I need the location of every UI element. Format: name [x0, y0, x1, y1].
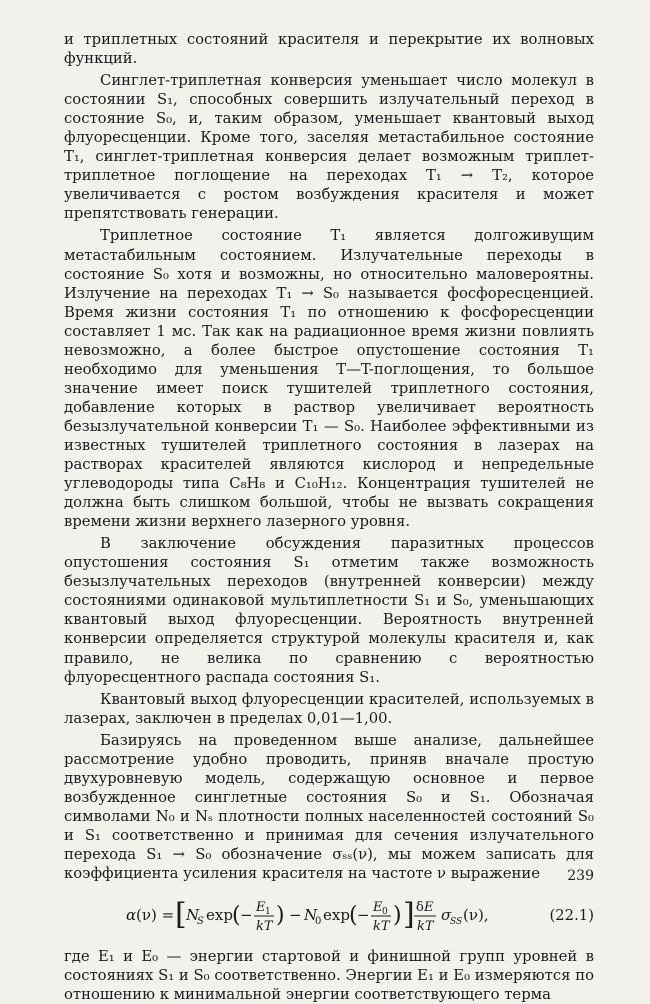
svg-text:−: − — [240, 906, 253, 925]
paragraph-energy-levels: где E₁ и E₀ — энергии стартовой и финишной групп уровней в состояниях S₁ и S₀ соответственно. Энергии E₁ и E₀ измеряются по отношению к минимальной энергии соответствующего терма — [64, 948, 594, 1004]
equation-number: (22.1) — [549, 907, 594, 925]
svg-text:]: ] — [403, 897, 415, 933]
svg-text:kT: kT — [373, 919, 390, 935]
svg-text:(: ( — [232, 903, 241, 929]
svg-text:kT: kT — [256, 919, 273, 935]
svg-text:E: E — [424, 900, 434, 916]
svg-text:−: − — [357, 906, 370, 925]
svg-text:): ) — [276, 903, 285, 929]
svg-text:exp: exp — [206, 906, 233, 925]
svg-text:(: ( — [349, 903, 358, 929]
svg-text:S: S — [197, 916, 204, 928]
gain-coefficient-formula — [126, 893, 506, 937]
svg-text:α: α — [126, 906, 137, 925]
svg-text:−: − — [289, 906, 302, 925]
paragraph-internal-conversion: В заключение обсуждения паразитных процессов опустошения состояния S₁ отметим также возможность безызлучательных переходов (внутренней конверсии) между состояниями одинаковой мультиплетности S₁ и S₀, уменьшающих квантовый выход флуоресценции. Вероятность внутренней конверсии определяется структурой молекулы красителя и, как правило, не велика по сравнению с вероятностью флуоресцентного распада состояния S₁. — [64, 535, 594, 686]
svg-text:N: N — [186, 906, 200, 925]
svg-text:): ) — [393, 903, 402, 929]
equation-22-1 — [64, 893, 594, 937]
svg-text:0: 0 — [382, 907, 388, 918]
paragraph-quantum-yield: Квантовый выход флуоресценции красителей, используемых в лазерах, заключен в пределах 0,01—1,00. — [64, 690, 594, 727]
svg-text:δ: δ — [416, 900, 424, 916]
svg-text:[: [ — [175, 897, 187, 933]
paragraph-triplet-state: Триплетное состояние T₁ является долгоживущим метастабильным состоянием. Излучательные переходы в состояние S₀ хотя и возможны, но относительно маловероятны. Излучение на переходах T₁ → S₀ называется фосфоресценцией. Время жизни состояния T₁ по отношению к фосфоресценции составляет 1 мс. Так как на радиационное время жизни повлиять невозможно, а более быстрое опустошение состояния T₁ необходимо для уменьшения T—T-поглощения, то большое значение имеет поиск тушителей триплетного состояния, добавление которых в раствор увеличивает вероятность безызлучательной конверсии T₁ — S₀. Наиболее эффективными из известных тушителей триплетного состояния в лазерах на растворах красителей являются кислород и непредельные углеводороды типа C₈H₈ и C₁₀H₁₂. Концентрация тушителей не должна быть слишком большой, чтобы не вызвать сокращения времени жизни верхнего лазерного уровня. — [64, 227, 594, 531]
svg-text:0: 0 — [315, 916, 322, 928]
paragraph-continued: и триплетных состояний красителя и перекрытие их волновых функций. — [64, 31, 594, 68]
svg-text:kT: kT — [417, 919, 434, 935]
svg-text:exp: exp — [323, 906, 350, 925]
paragraph-two-level-model: Базируясь на проведенном выше анализе, дальнейшее рассмотрение удобно проводить, приняв вначале простую двухуровневую модель, содержащую основное и первое возбужденное синглетные состояния S₀ и S₁. Обозначая символами N₀ и Nₛ плотности полных населенностей состояний S₀ и S₁ соответственно и принимая для сечения излучательного перехода S₁ → S₀ обозначение σₛₛ(ν), мы можем записать для коэффициента усиления красителя на частоте ν выражение — [64, 731, 594, 883]
svg-text:E: E — [256, 900, 266, 916]
page-number: 239 — [567, 868, 594, 884]
svg-text:1: 1 — [265, 907, 271, 918]
paragraph-singlet-triplet-conversion: Синглет-триплетная конверсия уменьшает число молекул в состоянии S₁, способных совершить излучательный переход в состояние S₀, и, таким образом, уменьшает квантовый выход флуоресценции. Кроме того, заселяя метастабильное состояние T₁, синглет-триплетная конверсия делает возможным триплет-триплетное поглощение на переходах T₁ → T₂, которое увеличивается с ростом возбуждения красителя и может препятствовать генерации. — [64, 72, 594, 223]
svg-text:σ: σ — [441, 906, 452, 925]
svg-text:SS: SS — [450, 917, 463, 928]
svg-text:(ν),: (ν), — [463, 906, 489, 925]
svg-text:N: N — [304, 906, 318, 925]
svg-text:E: E — [373, 900, 383, 916]
page-body — [64, 30, 594, 1004]
svg-text:(ν) =: (ν) = — [136, 906, 175, 925]
